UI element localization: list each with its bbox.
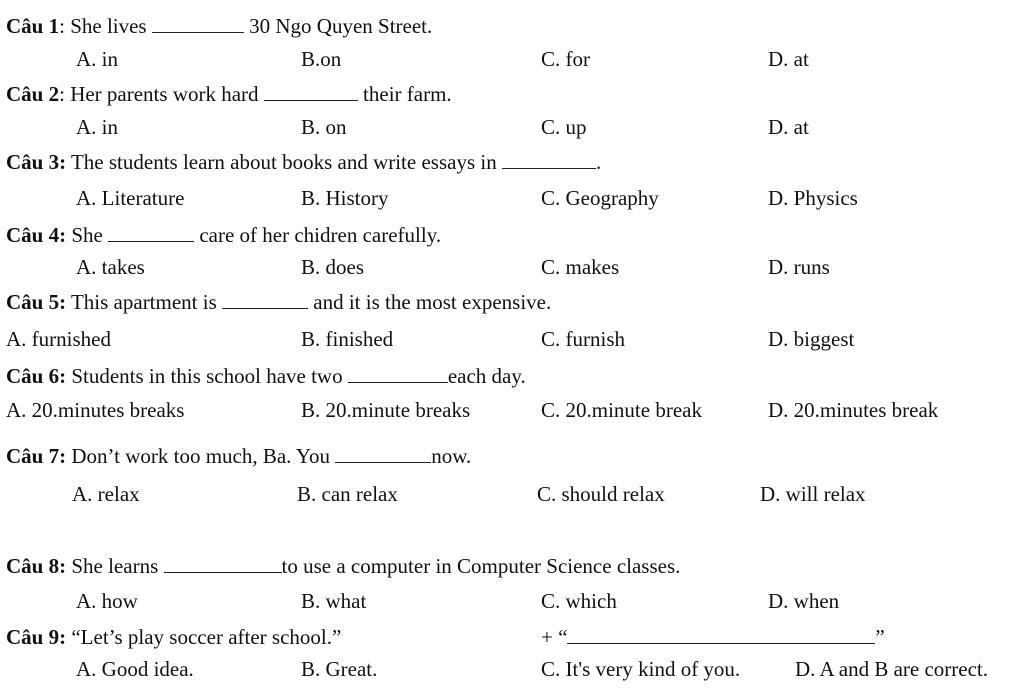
question-3-stem: Câu 3: The students learn about books and write essays in . [6,150,602,174]
question-label: Câu 2 [6,82,60,106]
option-a: A. Literature [76,186,185,210]
option-c: C. It's very kind of you. [541,657,741,681]
question-label: Câu 9: [6,625,67,649]
question-label: Câu 4: [6,223,67,247]
option-d: D. biggest [768,327,855,351]
answer-blank [502,153,596,169]
option-a: A. how [76,589,138,613]
option-d: D. Physics [768,186,858,210]
answer-blank [152,17,244,33]
option-b: B. finished [301,327,394,351]
question-label: Câu 8: [6,554,67,578]
question-9-stem: Câu 9: “Let’s play soccer after school.” [6,625,342,649]
option-c: C. Geography [541,186,659,210]
question-label: Câu 5: [6,290,67,314]
option-c: C. furnish [541,327,625,351]
option-b: B. what [301,589,367,613]
option-d: D. runs [768,255,830,279]
answer-blank [164,557,282,573]
question-1-stem: Câu 1: She lives 30 Ngo Quyen Street. [6,14,433,38]
option-d: D. at [768,47,809,71]
option-c: C. makes [541,255,620,279]
option-a: A. in [76,115,118,139]
option-c: C. up [541,115,587,139]
option-b: B.on [301,47,342,71]
answer-blank [222,293,308,309]
option-d: D. A and B are correct. [795,657,989,681]
option-a: A. 20.minutes breaks [6,398,185,422]
option-c: C. for [541,47,590,71]
question-4-stem: Câu 4: She care of her chidren carefully. [6,223,442,247]
option-d: D. when [768,589,840,613]
question-2-stem: Câu 2: Her parents work hard their farm. [6,82,452,106]
question-label: Câu 1 [6,14,60,38]
option-b: B. can relax [297,482,398,506]
option-c: C. which [541,589,617,613]
question-label: Câu 7: [6,444,67,468]
option-b: B. History [301,186,389,210]
option-a: A. relax [72,482,140,506]
option-a: A. in [76,47,118,71]
option-a: A. furnished [6,327,111,351]
option-c: C. should relax [537,482,665,506]
answer-blank [567,628,875,644]
answer-blank [348,367,448,383]
option-b: B. does [301,255,364,279]
answer-blank [335,447,431,463]
option-a: A. Good idea. [76,657,194,681]
question-7-stem: Câu 7: Don’t work too much, Ba. You now. [6,444,472,468]
question-label: Câu 6: [6,364,67,388]
question-label: Câu 3: [6,150,67,174]
option-a: A. takes [76,255,145,279]
option-c: C. 20.minute break [541,398,702,422]
option-b: B. on [301,115,347,139]
option-d: D. will relax [760,482,866,506]
option-d: D. 20.minutes break [768,398,939,422]
answer-blank [108,226,194,242]
question-6-stem: Câu 6: Students in this school have two each day. [6,364,526,388]
option-d: D. at [768,115,809,139]
answer-blank [264,85,358,101]
question-5-stem: Câu 5: This apartment is and it is the most expensive. [6,290,552,314]
question-8-stem: Câu 8: She learns to use a computer in Computer Science classes. [6,554,681,578]
option-b: B. 20.minute breaks [301,398,471,422]
question-9-reply: + “ ” [541,625,885,649]
option-b: B. Great. [301,657,378,681]
